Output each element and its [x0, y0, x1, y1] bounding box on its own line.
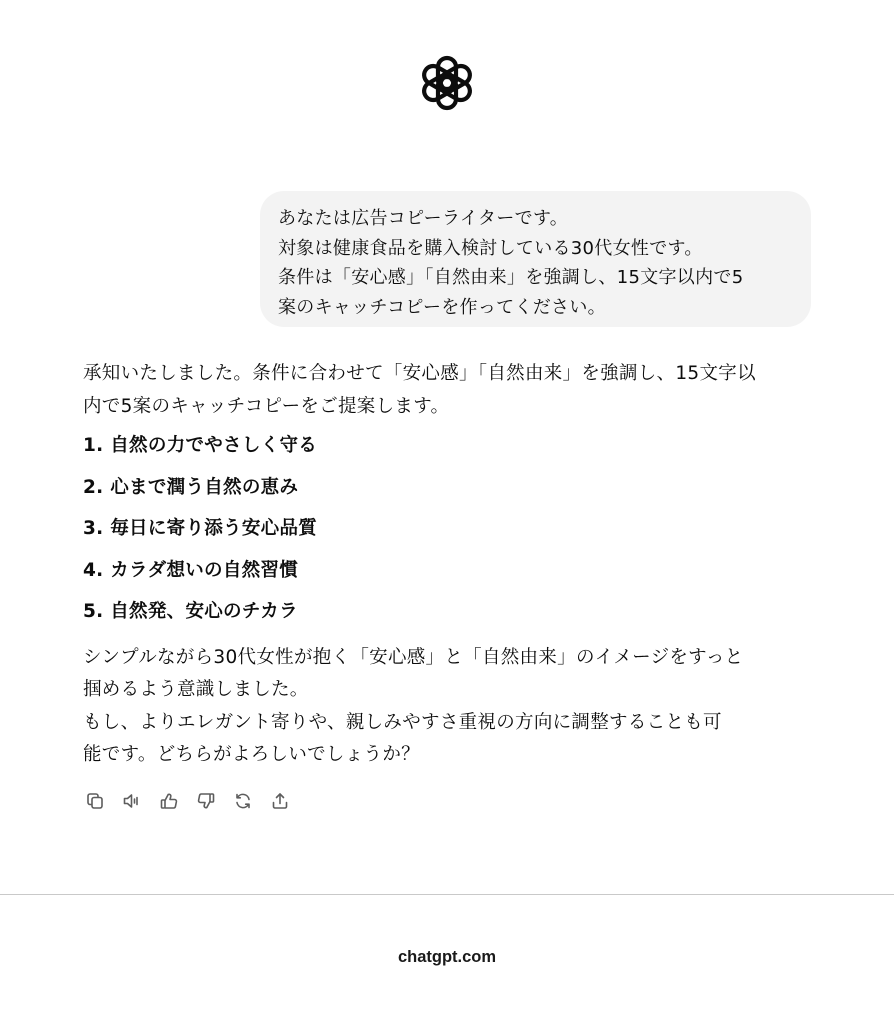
- openai-logo-icon: [416, 52, 478, 114]
- footer-domain: chatgpt.com: [397, 948, 497, 966]
- copy-button[interactable]: [83, 789, 107, 813]
- assistant-intro: [83, 358, 823, 423]
- catchcopy-item: 2. 心まで潤う自然の恵み: [83, 476, 299, 498]
- footer-divider: [0, 894, 894, 895]
- assistant-intro-line: 承知いたしました。条件に合わせて「安心感」「自然由来」を強調し、15文字以: [83, 363, 756, 384]
- share-button[interactable]: [268, 789, 292, 813]
- thumbs-down-button[interactable]: [194, 789, 218, 813]
- regenerate-button[interactable]: [231, 789, 255, 813]
- assistant-outro: [83, 642, 823, 772]
- read-aloud-button[interactable]: [120, 789, 144, 813]
- user-message-line: あなたは広告コピーライターです。: [278, 208, 569, 229]
- catchcopy-item: 5. 自然発、安心のチカラ: [83, 601, 298, 622]
- assistant-outro-line: もし、よりエレガント寄りや、親しみやすさ重視の方向に調整することも可: [83, 711, 722, 733]
- assistant-outro-line: 掴めるよう意識しました。: [83, 679, 309, 700]
- catchcopy-list: [83, 430, 823, 638]
- thumbs-down-icon: [196, 791, 216, 811]
- assistant-outro-line: 能です。どちらがよろしいでしょうか？: [83, 744, 420, 765]
- catchcopy-item: 1. 自然の力でやさしく守る: [83, 435, 318, 456]
- share-icon: [270, 791, 290, 811]
- user-message-line: 条件は「安心感」「自然由来」を強調し、15文字以内で5: [278, 267, 744, 288]
- assistant-outro-line: シンプルながら30代女性が抱く「安心感」と「自然由来」のイメージをすっと: [83, 646, 744, 668]
- copy-icon: [85, 791, 105, 811]
- thumbs-up-button[interactable]: [157, 789, 181, 813]
- user-message-bubble: [260, 191, 811, 327]
- user-message-line: 案のキャッチコピーを作ってください。: [278, 296, 606, 318]
- thumbs-up-icon: [159, 791, 179, 811]
- regenerate-icon: [233, 791, 253, 811]
- catchcopy-item: 4. カラダ想いの自然習慣: [83, 559, 299, 581]
- message-actions: [83, 789, 292, 813]
- assistant-message: [83, 358, 823, 772]
- catchcopy-item: 3. 毎日に寄り添う安心品質: [83, 518, 318, 539]
- user-message-line: 対象は健康食品を購入検討している30代女性です。: [278, 237, 703, 259]
- read-aloud-icon: [122, 791, 142, 811]
- assistant-intro-line: 内で5案のキャッチコピーをご提案します。: [83, 395, 450, 417]
